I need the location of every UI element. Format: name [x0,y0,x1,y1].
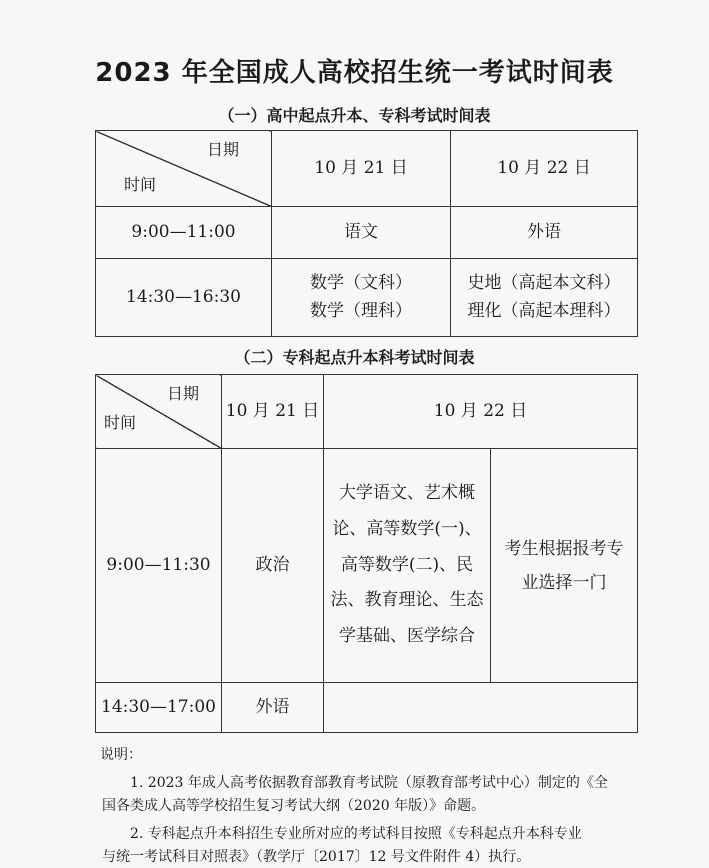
table2-day2-header: 10 月 22 日 [324,375,638,449]
table2-day1-header: 10 月 21 日 [222,375,324,449]
table1-row2-day1-line1: 数学（文科） [310,273,412,294]
table1-row2-day2-line1: 史地（高起本文科） [467,273,621,294]
notes-section [102,744,642,868]
section1-heading: （一）高中起点升本、专科考试时间表 [218,106,491,125]
note-item2-line2: 与统一考试科目对照表》（教学厅〔2017〕12 号文件附件 4）执行。 [102,848,531,865]
table2-row2-time: 14:30—17:00 [96,683,222,733]
notes-heading: 说明： [100,747,142,763]
table1-date-label: 日期 [206,140,239,159]
table2-row2-day2-empty [324,683,638,733]
note-item1-line1: 1. 2023 年成人高考依据教育部教育考试院（原教育部考试中心）制定的《全 [130,775,608,792]
table2-date-label: 日期 [166,384,199,403]
subject-line: 大学语文、艺术概 [339,483,475,504]
note-line: 考生根据报考专 [504,538,624,559]
table1-row2-day2-line2: 理化（高起本理科） [467,301,621,321]
table1-row1-time: 9:00—11:00 [96,207,272,259]
table1-time-label: 时间 [124,175,157,195]
table2-time-label: 时间 [104,413,137,433]
table2-row1-day1: 政治 [222,449,324,683]
table1-row2-time: 14:30—16:30 [96,259,272,337]
table1-row2-day2 [451,259,638,337]
section1-table [95,130,638,337]
note-line: 业选择一门 [521,572,607,593]
table2-row2-day1: 外语 [222,683,324,733]
subject-line: 高等数学(二)、民 [340,554,474,575]
subject-line: 法、教育理论、生态 [330,590,484,611]
table1-row2-day1 [272,259,451,337]
subject-line: 论、高等数学(一)、 [332,518,482,539]
note-item1-line2: 国各类成人高等学校招生复习考试大纲（2020 年版）》命题。 [102,797,486,814]
table1-corner-cell [96,131,272,207]
page-title: 2023 年全国成人高校招生统一考试时间表 [95,58,614,88]
table1-row2-day1-line2: 数学（理科） [310,301,412,321]
section2-heading: （二）专科起点升本科考试时间表 [234,348,475,367]
table1-day1-header: 10 月 21 日 [272,131,451,207]
table2-row1-day2-note [491,449,638,683]
table1-day2-header: 10 月 22 日 [451,131,638,207]
table2-row1-time: 9:00—11:30 [96,449,222,683]
table1-row1-day1: 语文 [272,207,451,259]
table1-row1-day2: 外语 [451,207,638,259]
table2-row1-day2-subjects [324,449,491,683]
table2-corner-cell [96,375,222,449]
subject-line: 学基础、医学综合 [339,626,475,647]
section2-table [95,374,638,733]
note-item2-line1: 2. 专科起点升本科招生专业所对应的考试科目按照《专科起点升本科专业 [130,826,582,843]
